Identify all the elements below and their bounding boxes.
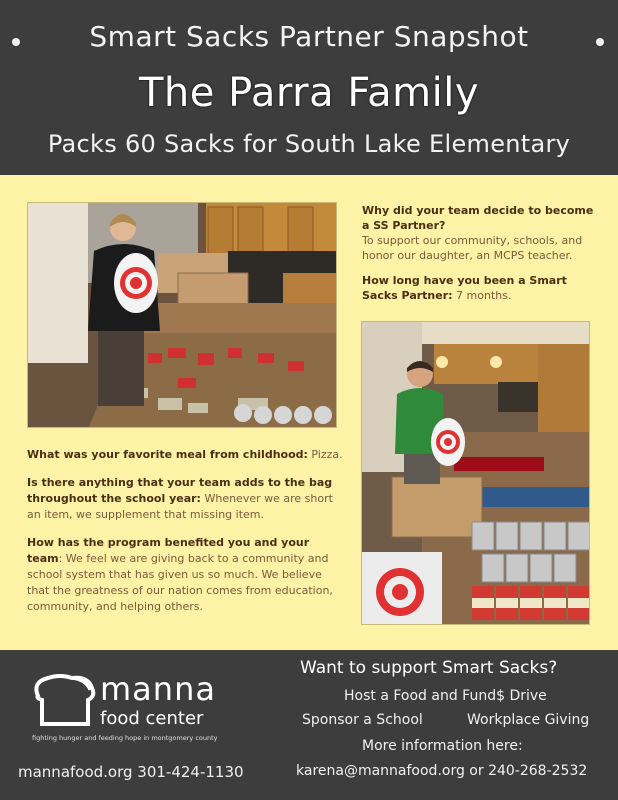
qa-item <box>362 273 602 303</box>
answer-text: : We feel we are giving back to a community and school system that has given us so much. We believe that the greatness of our nation comes from education, community, and helping others. <box>27 552 333 613</box>
answer-text: 7 months. <box>452 289 512 302</box>
kitchen-photo-illustration <box>28 203 337 428</box>
answer-text: To support our community, schools, and honor our daughter, an MCPS teacher. <box>362 234 583 262</box>
logo-tagline: fighting hunger and feeding hope in montgomery county <box>32 734 218 742</box>
bullet-dot-right <box>596 38 604 46</box>
qa-item <box>27 447 345 463</box>
email-and-phone: karena@mannafood.org or 240-268-2532 <box>296 763 588 779</box>
logo-wordmark-food-center: food center <box>100 708 204 729</box>
answer-text: Whenever we are short an item, we supplement that missing item. <box>27 492 333 521</box>
question-text: How has the program benefited you and your team <box>27 536 310 565</box>
photo-man-packing-sacks <box>361 321 590 625</box>
option-food-drive: Host a Food and Fund$ Drive <box>344 688 547 704</box>
subtitle: Packs 60 Sacks for South Lake Elementary <box>47 130 571 158</box>
answer-text: Pizza. <box>307 448 343 461</box>
question-text: Is there anything that your team adds to the bag throughout the school year: <box>27 476 333 505</box>
family-name-heading: The Parra Family <box>138 70 480 116</box>
header-band <box>0 0 618 175</box>
logo-wordmark-manna: manna <box>100 670 216 708</box>
option-workplace-giving: Workplace Giving <box>467 712 590 728</box>
more-info-label: More information here: <box>362 738 523 754</box>
kitchen-photo-illustration <box>362 322 590 625</box>
website-and-phone: mannafood.org 301-424-1130 <box>18 763 244 781</box>
question-text: Why did your team decide to become a SS Partner? <box>362 204 594 232</box>
photo-woman-packing-sacks <box>27 202 337 428</box>
partner-snapshot-title: Smart Sacks Partner Snapshot <box>89 20 529 53</box>
question-text: How long have you been a Smart Sacks Partner: <box>362 274 567 302</box>
manna-food-center-logo <box>32 670 232 744</box>
question-text: What was your favorite meal from childhood: <box>27 448 308 461</box>
footer-band <box>0 650 618 800</box>
support-heading: Want to support Smart Sacks? <box>300 658 558 678</box>
qa-item <box>27 475 345 523</box>
option-sponsor-school: Sponsor a School <box>302 712 423 728</box>
content-panel <box>0 175 618 650</box>
left-column-qa <box>27 447 345 627</box>
qa-item <box>27 535 345 615</box>
bread-loaf-icon <box>32 674 98 730</box>
right-column-qa <box>362 203 602 313</box>
qa-item <box>362 203 602 263</box>
